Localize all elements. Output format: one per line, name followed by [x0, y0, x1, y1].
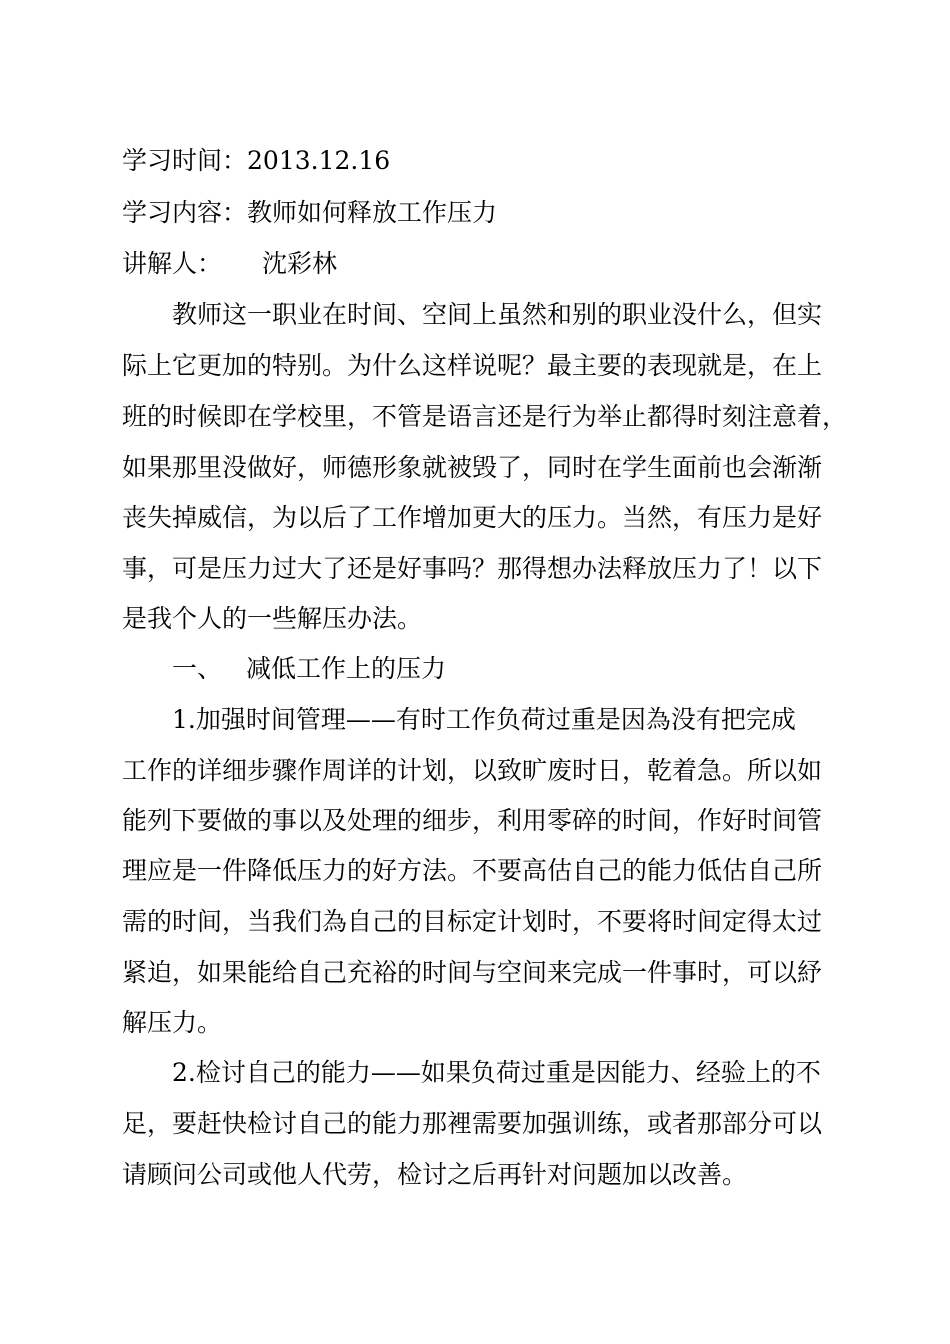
- intro-paragraph-line: 如果那里没做好，师德形象就被毁了，同时在学生面前也会渐渐: [122, 453, 823, 482]
- section-number: 一、: [172, 654, 223, 683]
- study-time-label: 学习时间：: [122, 146, 248, 175]
- intro-paragraph-line: 班的时候即在学校里，不管是语言还是行为举止都得时刻注意着，: [122, 402, 848, 431]
- point1-line: 紧迫，如果能给自己充裕的时间与空间来完成一件事时，可以紓: [122, 958, 823, 987]
- study-content-value: 教师如何释放工作压力: [247, 198, 498, 227]
- study-content-label: 学习内容：: [122, 198, 248, 227]
- point1-line: 1.加强时间管理——有时工作负荷过重是因為没有把完成: [172, 705, 796, 734]
- intro-paragraph-line: 教师这一职业在时间、空间上虽然和别的职业没什么，但实: [172, 300, 823, 329]
- point1-line: 需的时间，当我们為自己的目标定计划时，不要将时间定得太过: [122, 907, 823, 936]
- point1-line: 能列下要做的事以及处理的细步，利用零碎的时间，作好时间管: [122, 806, 823, 835]
- point2-line: 足，要赶快检讨自己的能力那裡需要加强训练，或者那部分可以: [122, 1109, 823, 1138]
- point2-line: 2.检讨自己的能力——如果负荷过重是因能力、经验上的不: [172, 1058, 821, 1087]
- study-time-value: 2013.12.16: [247, 146, 391, 175]
- study-content-line: [122, 198, 497, 228]
- speaker-label: 讲解人：: [122, 249, 223, 278]
- intro-paragraph-line: 是我个人的一些解压办法。: [122, 604, 423, 633]
- point1-line: 解压力。: [122, 1008, 223, 1037]
- point2-line: 请顾问公司或他人代劳，检讨之后再针对问题加以改善。: [122, 1160, 748, 1189]
- intro-paragraph-line: 丧失掉威信，为以后了工作增加更大的压力。当然，有压力是好: [122, 503, 823, 532]
- section-title: 减低工作上的压力: [246, 654, 447, 683]
- point1-line: 工作的详细步骤作周详的计划，以致旷废时日，乾着急。所以如: [122, 756, 823, 785]
- speaker-value: 沈彩林: [262, 249, 338, 278]
- study-time-line: [122, 146, 390, 176]
- speaker-line: [122, 249, 337, 279]
- section-heading: [172, 654, 446, 684]
- intro-paragraph-line: 际上它更加的特别。为什么这样说呢？最主要的表现就是，在上: [122, 351, 823, 380]
- intro-paragraph-line: 事，可是压力过大了还是好事吗？那得想办法释放压力了！以下: [122, 554, 823, 583]
- point1-line: 理应是一件降低压力的好方法。不要高估自己的能力低估自己所: [122, 856, 823, 885]
